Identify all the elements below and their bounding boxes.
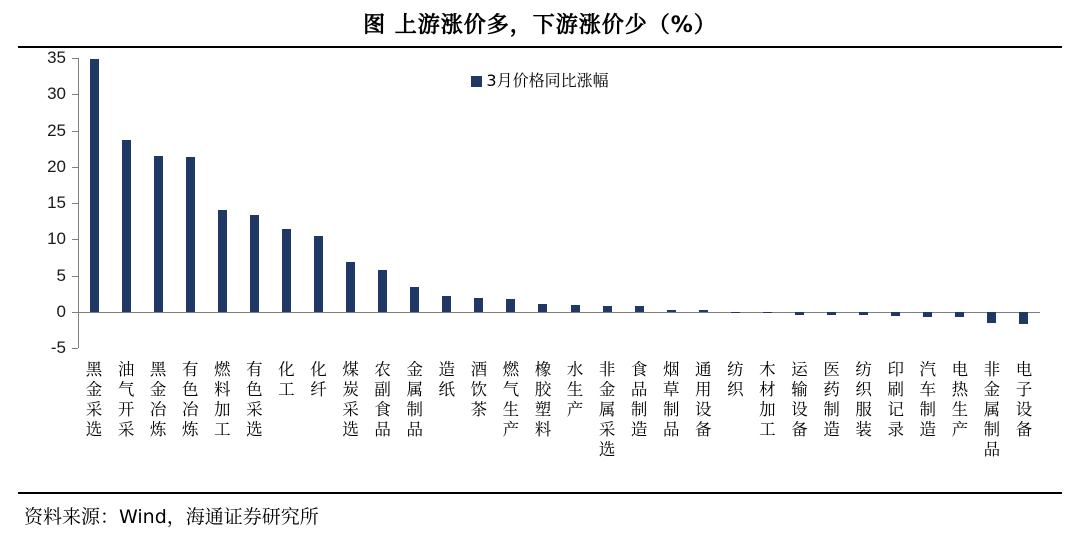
x-tick-label: 水生产 xyxy=(566,360,584,419)
x-tick-label: 汽车制造 xyxy=(919,360,937,439)
bar xyxy=(314,236,323,312)
y-tick-label: 10 xyxy=(47,229,66,249)
bar xyxy=(827,312,836,316)
x-tick-label: 纺织服装 xyxy=(855,360,872,439)
bar xyxy=(699,310,708,311)
x-tick-label: 食品制造 xyxy=(630,360,648,439)
bar xyxy=(859,312,868,316)
x-tick-label: 电热生产 xyxy=(951,360,969,439)
x-tick-label: 油气开采 xyxy=(117,360,135,439)
x-tick-label: 煤炭采选 xyxy=(342,360,359,439)
legend-label: 3月价格同比涨幅 xyxy=(486,71,609,90)
bar xyxy=(218,210,227,312)
y-tick-label: 20 xyxy=(47,156,66,176)
x-tick-label: 黑金冶炼 xyxy=(149,360,167,439)
bar xyxy=(1019,312,1028,324)
bar xyxy=(474,298,483,312)
x-tick-label: 电子设备 xyxy=(1015,360,1033,439)
x-tick-label: 燃气生产 xyxy=(502,360,520,439)
x-tick-label: 酒饮茶 xyxy=(470,360,488,419)
bar xyxy=(891,312,900,316)
x-tick-label: 化工 xyxy=(278,360,295,399)
x-tick-label: 农副食品 xyxy=(374,360,391,439)
x-tick-label: 烟草制品 xyxy=(662,360,680,439)
bar xyxy=(346,262,355,311)
bar xyxy=(186,157,195,311)
bar xyxy=(250,215,259,312)
bar xyxy=(955,312,964,317)
x-tick-label: 通用设备 xyxy=(695,360,712,439)
bar xyxy=(442,296,451,312)
bar xyxy=(122,140,131,312)
x-tick-label: 非金属制品 xyxy=(983,360,1001,459)
bar xyxy=(667,310,676,312)
y-tick-label: -5 xyxy=(50,338,66,357)
x-tick-label: 有色冶炼 xyxy=(181,360,199,439)
top-divider xyxy=(18,46,1062,48)
x-tick-label: 非金属采选 xyxy=(598,360,616,459)
y-tick-label: 15 xyxy=(47,193,66,212)
y-tick-label: 5 xyxy=(56,265,66,285)
x-tick-label: 金属制品 xyxy=(406,360,423,439)
bar xyxy=(410,287,419,312)
x-tick-label: 运输设备 xyxy=(791,360,808,439)
bar xyxy=(635,306,644,312)
bar xyxy=(282,229,291,312)
bottom-divider xyxy=(18,492,1062,494)
x-axis-category-labels xyxy=(78,360,1040,488)
x-tick-label: 有色采选 xyxy=(246,360,263,439)
bar xyxy=(506,299,515,311)
bar xyxy=(378,270,387,311)
bar xyxy=(154,156,163,312)
y-tick-label: 0 xyxy=(56,301,66,321)
bar xyxy=(987,312,996,323)
bar xyxy=(763,312,772,313)
source-note: 资料来源：Wind，海通证券研究所 xyxy=(24,506,319,528)
x-tick-label: 医药制造 xyxy=(823,360,840,439)
bar xyxy=(603,306,612,312)
bar-series xyxy=(78,58,1040,348)
x-tick-label: 木材加工 xyxy=(759,360,776,439)
y-tick-label: 30 xyxy=(47,84,66,104)
x-tick-label: 燃料加工 xyxy=(214,360,231,439)
y-tick-mark xyxy=(72,348,78,349)
y-tick-label: 25 xyxy=(47,120,66,140)
plot-area xyxy=(47,48,1040,357)
x-tick-label: 造纸 xyxy=(438,360,456,399)
bar xyxy=(538,304,547,312)
y-tick-label: 35 xyxy=(47,48,66,67)
x-tick-label: 化纤 xyxy=(310,360,327,399)
x-tick-label: 印刷记录 xyxy=(887,360,904,439)
bar xyxy=(731,312,740,313)
bar xyxy=(90,59,99,311)
x-tick-label: 纺织 xyxy=(727,360,744,399)
bar xyxy=(571,305,580,312)
page-title: 图 上游涨价多，下游涨价少（%） xyxy=(363,13,717,38)
x-tick-label: 黑金采选 xyxy=(85,360,103,439)
x-tick-label: 橡胶塑料 xyxy=(534,360,552,439)
bar xyxy=(795,312,804,315)
bar xyxy=(923,312,932,317)
